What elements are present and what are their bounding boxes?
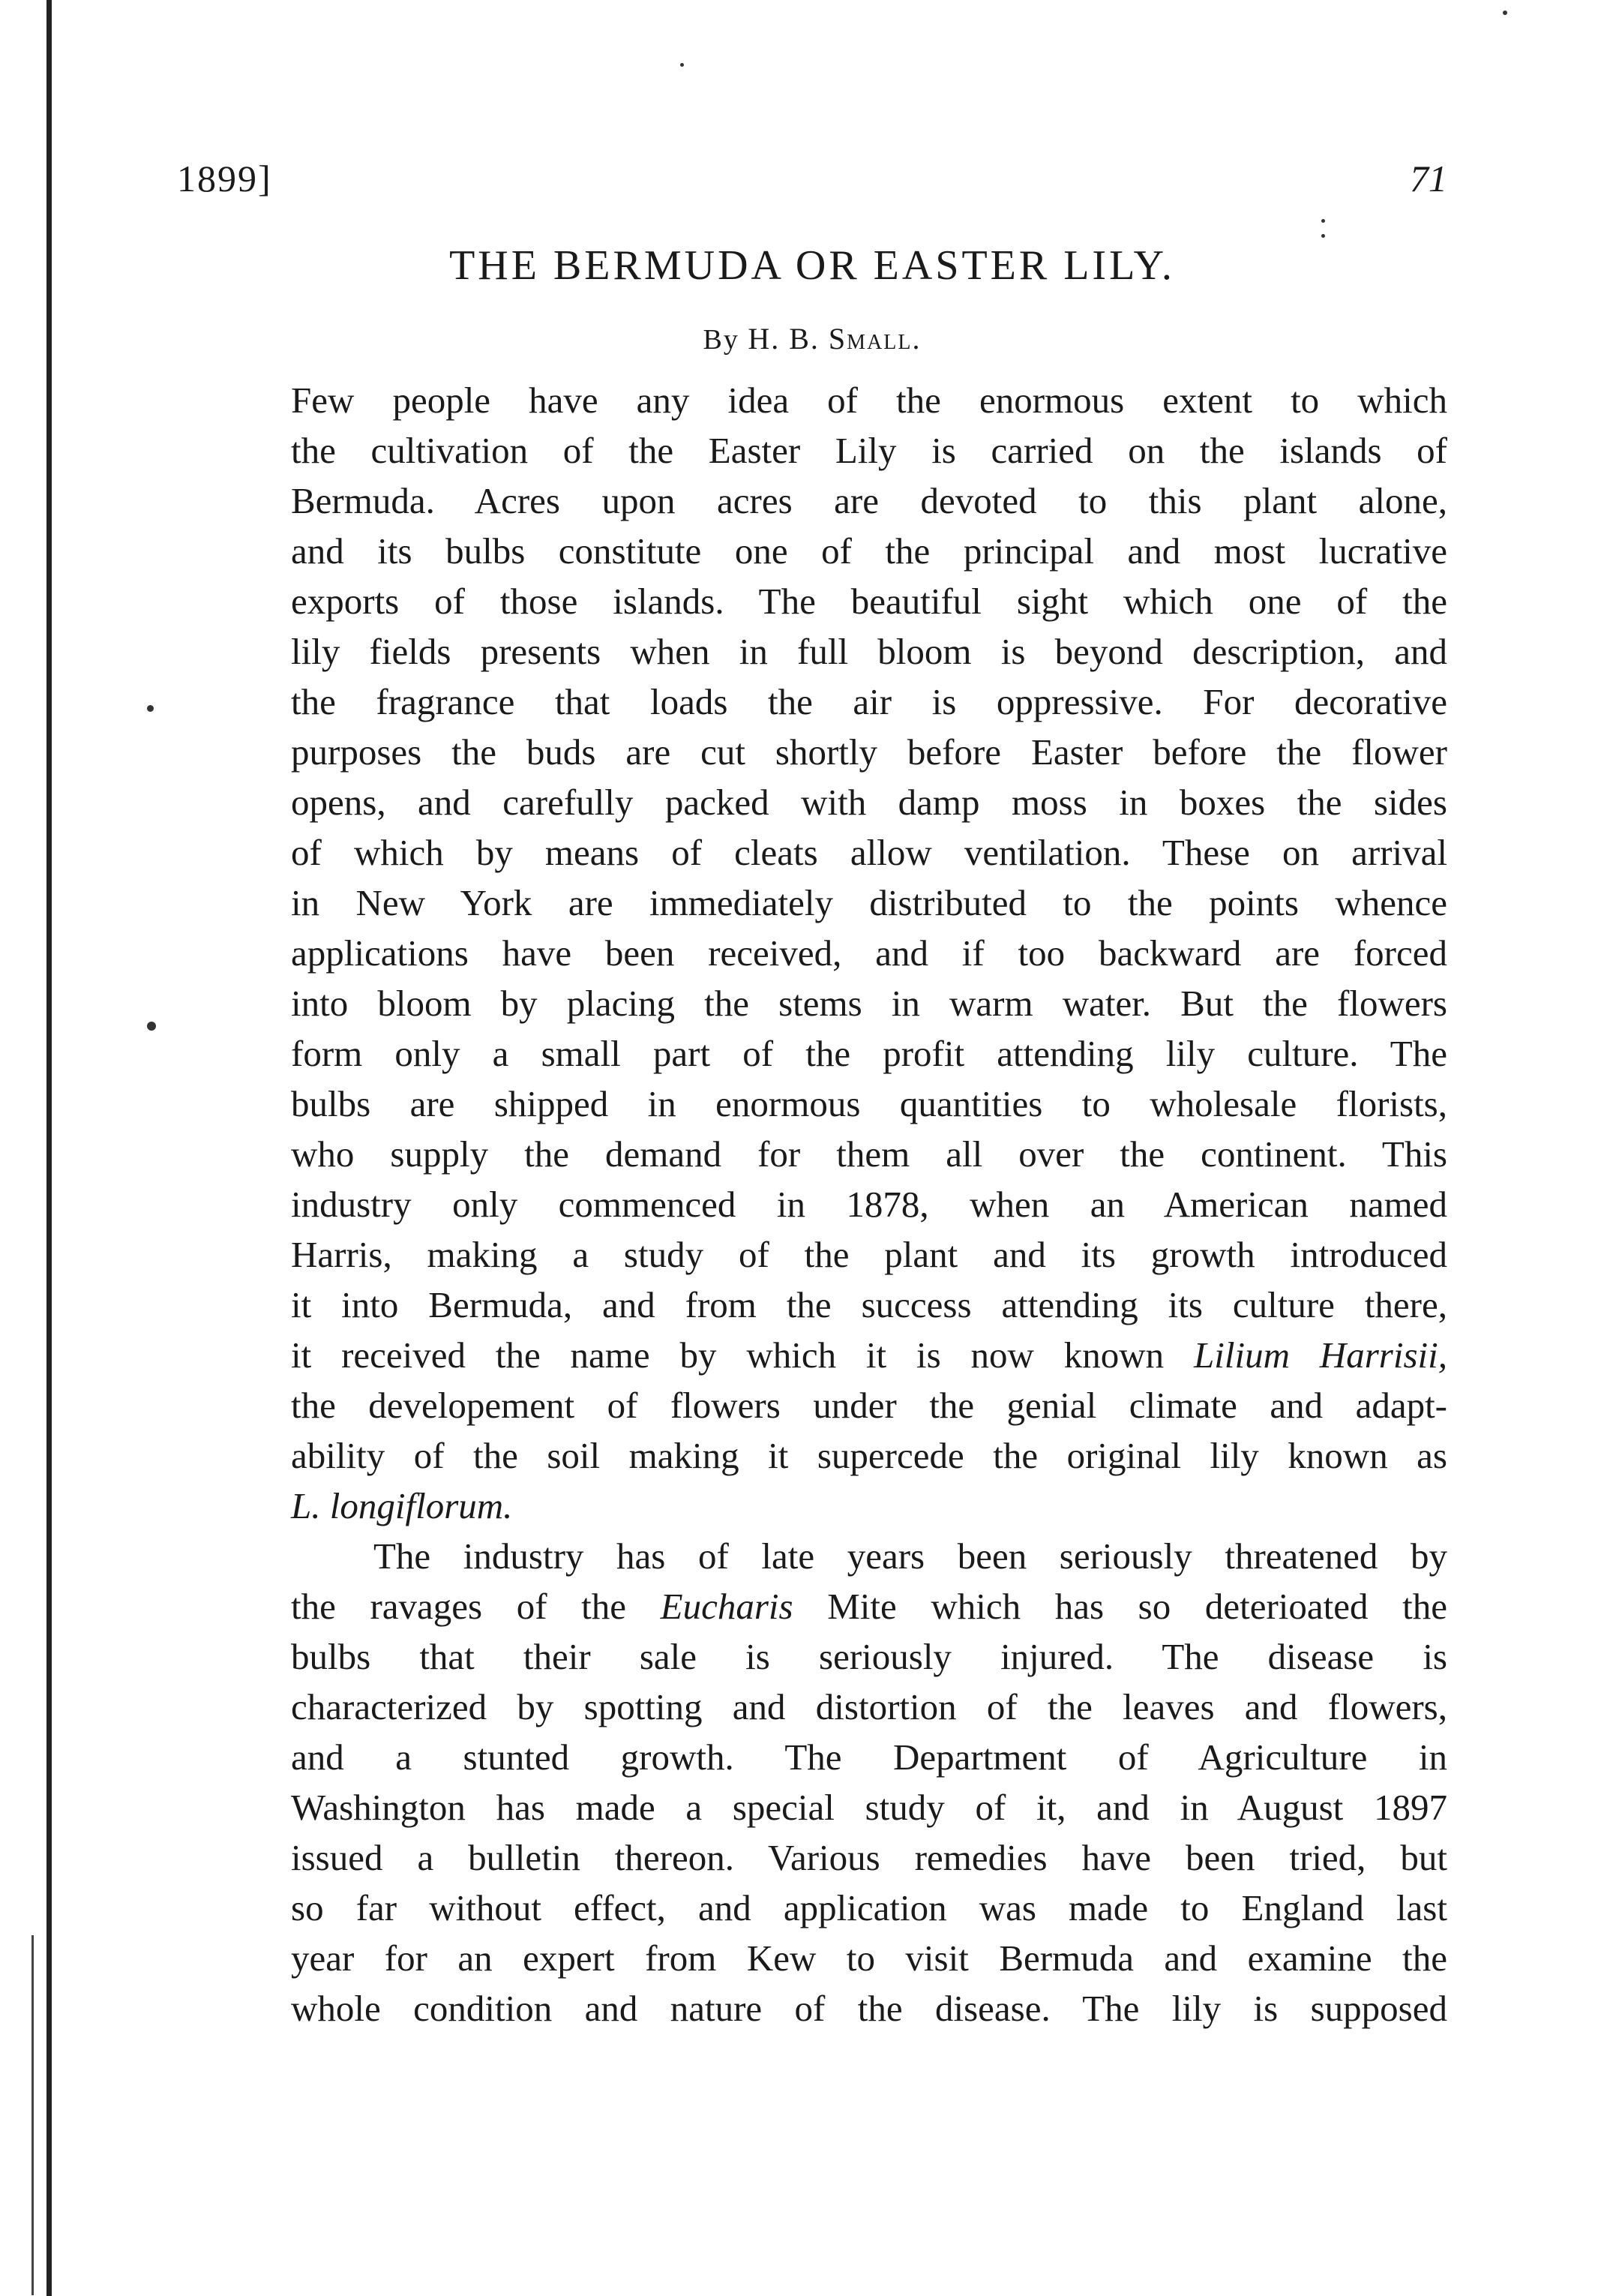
text-line: industry only commenced in 1878, when an American named [291,1184,1447,1225]
scan-speck [1503,11,1507,15]
species-name-italic: L. longiflorum. [291,1485,513,1526]
text-line: Bermuda. Acres upon acres are devoted to this plant alone, [291,480,1447,521]
page-number: 71 [1410,158,1447,200]
text-line: and a stunted growth. The Department of Agriculture in [291,1736,1447,1778]
text-line: lily fields presents when in full bloom is beyond description, and [291,631,1447,672]
text-line: issued a bulletin thereon. Various remedies have been tried, but [291,1837,1447,1878]
article-title: THE BERMUDA OR EASTER LILY. [449,242,1175,289]
text-line [291,1330,1447,1380]
scan-speck [680,63,684,67]
text-line: The industry has of late years been seriously threatened by [373,1535,1447,1577]
text-line: characterized by spotting and distortion of the leaves and flowers, [291,1686,1447,1727]
binding-edge-line [46,0,52,2296]
text-line [291,1581,1447,1631]
text-line: year for an expert from Kew to visit Bermuda and examine the [291,1937,1447,1979]
text-line: purposes the buds are cut shortly before Easter before the flower [291,731,1447,773]
text-line: the cultivation of the Easter Lily is carried on the islands of [291,430,1447,471]
text-line: form only a small part of the profit attending lily culture. The [291,1033,1447,1074]
text-line: so far without effect, and application was made to England last [291,1887,1447,1928]
scan-speck [1321,219,1325,223]
text-line: Harris, making a study of the plant and its growth introduced [291,1234,1447,1275]
text-line: the fragrance that loads the air is oppressive. For decorative [291,681,1447,722]
text-line: and its bulbs constitute one of the principal and most lucrative [291,530,1447,572]
text-line: of which by means of cleats allow ventilation. These on arrival [291,832,1447,873]
text-line: bulbs are shipped in enormous quantities to wholesale florists, [291,1083,1447,1124]
text-line: into bloom by placing the stems in warm water. But the flowers [291,983,1447,1024]
text-line: who supply the demand for them all over the continent. This [291,1133,1447,1175]
text-line: whole condition and nature of the disease. The lily is supposed [291,1988,1447,2029]
text-line: opens, and carefully packed with damp moss in boxes the sides [291,782,1447,823]
byline-prefix: By [703,324,739,356]
text-run: Mite which has so deterioated the [793,1586,1447,1627]
text-run: it received the name by which it is now known [291,1334,1194,1376]
running-head [177,156,1447,201]
scan-speck [1321,234,1325,238]
text-run: the ravages of the [291,1586,661,1627]
scan-speck [147,1022,156,1031]
genus-name-italic: Eucharis [660,1586,793,1627]
text-line: in New York are immediately distributed to the points whence [291,882,1447,923]
text-line: exports of those islands. The beautiful sight which one of the [291,581,1447,622]
header-year: 1899] [177,158,272,200]
byline [177,321,1447,358]
scan-edge-mark [31,1935,34,2295]
text-line: bulbs that their sale is seriously injured. The disease is [291,1636,1447,1677]
text-line: applications have been received, and if too backward are forced [291,932,1447,974]
species-name-italic: Lilium Harrisii, [1193,1334,1447,1376]
scan-speck [147,705,154,712]
byline-author: H. B. Small. [748,322,922,356]
text-line: ability of the soil making it supercede the original lily known as [291,1435,1447,1476]
text-line: Few people have any idea of the enormous extent to which [291,380,1447,421]
text-line: it into Bermuda, and from the success attending its culture there, [291,1284,1447,1325]
article-body [291,375,1447,2033]
text-line: Washington has made a special study of it, and in August 1897 [291,1787,1447,1828]
text-line: the developement of flowers under the genial climate and adapt- [291,1385,1447,1426]
